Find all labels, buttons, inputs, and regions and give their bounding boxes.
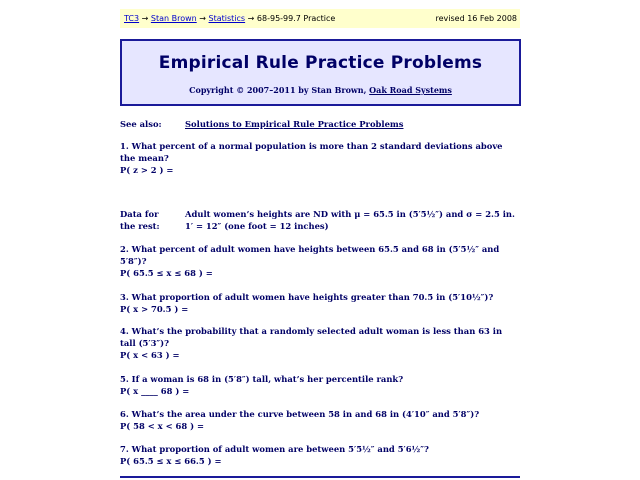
question-6 [120, 408, 520, 432]
copyright [122, 85, 519, 95]
question-4-text: 4. What’s the probability that a randomly selected adult woman is less than 63 in tall (5′3″)? [120, 326, 503, 348]
data-line-1: Adult women’s heights are ND with μ = 65.5 in (5′5½″) and σ = 2.5 in. [185, 209, 515, 219]
title-box [120, 39, 521, 106]
revised-date: revised 16 Feb 2008 [435, 14, 517, 23]
breadcrumb-stan-brown-link[interactable]: Stan Brown [150, 14, 197, 23]
breadcrumb-current: 68-95-99.7 Practice [256, 14, 336, 23]
breadcrumb [124, 9, 335, 28]
question-1 [120, 140, 520, 176]
question-2-text: 2. What percent of adult women have heights between 65.5 and 68 in (5′5½″ and 5′8″)? [120, 244, 500, 266]
question-5-text: 5. If a woman is 68 in (5′8″) tall, what’s her percentile rank? [120, 374, 404, 384]
question-3 [120, 291, 520, 315]
oak-road-systems-link[interactable]: Oak Road Systems [369, 85, 452, 95]
question-7-answer: P( 65.5 ≤ x ≤ 66.5 ) = [120, 456, 222, 466]
breadcrumb-statistics-link[interactable]: Statistics [208, 14, 246, 23]
question-7 [120, 443, 520, 467]
question-1-answer: P( z > 2 ) = [120, 165, 174, 175]
question-6-answer: P( 58 < x < 68 ) = [120, 421, 204, 431]
question-7-text: 7. What proportion of adult women are between 5′5½″ and 5′6½″? [120, 444, 429, 454]
question-2-answer: P( 65.5 ≤ x ≤ 68 ) = [120, 268, 213, 278]
question-1-text: 1. What percent of a normal population is more than 2 standard deviations above the mean? [120, 141, 503, 163]
data-label-1: Data for [120, 209, 159, 219]
breadcrumb-bar [120, 9, 520, 28]
question-3-answer: P( x > 70.5 ) = [120, 304, 189, 314]
data-line-2: 1′ = 12″ (one foot = 12 inches) [185, 221, 329, 231]
question-5-answer: P( x ____ 68 ) = [120, 386, 190, 396]
breadcrumb-tc3-link[interactable]: TC3 [124, 14, 140, 23]
question-6-text: 6. What’s the area under the curve between 58 in and 68 in (4′10″ and 5′8″)? [120, 409, 480, 419]
copyright-text: Copyright © 2007–2011 by Stan Brown, [189, 85, 370, 95]
question-4 [120, 325, 520, 361]
breadcrumb-arrow: → [247, 14, 255, 23]
question-2 [120, 243, 520, 279]
question-3-text: 3. What proportion of adult women have heights greater than 70.5 in (5′10½″)? [120, 292, 494, 302]
solutions-link[interactable]: Solutions to Empirical Rule Practice Problems [185, 119, 404, 129]
data-label-2: the rest: [120, 221, 160, 231]
breadcrumb-arrow: → [199, 14, 206, 23]
see-also-label: See also: [120, 119, 162, 129]
page-title: Empirical Rule Practice Problems [158, 53, 483, 73]
question-4-answer: P( x < 63 ) = [120, 350, 180, 360]
bottom-divider [120, 476, 520, 478]
question-5 [120, 373, 520, 397]
breadcrumb-arrow: → [141, 14, 149, 23]
